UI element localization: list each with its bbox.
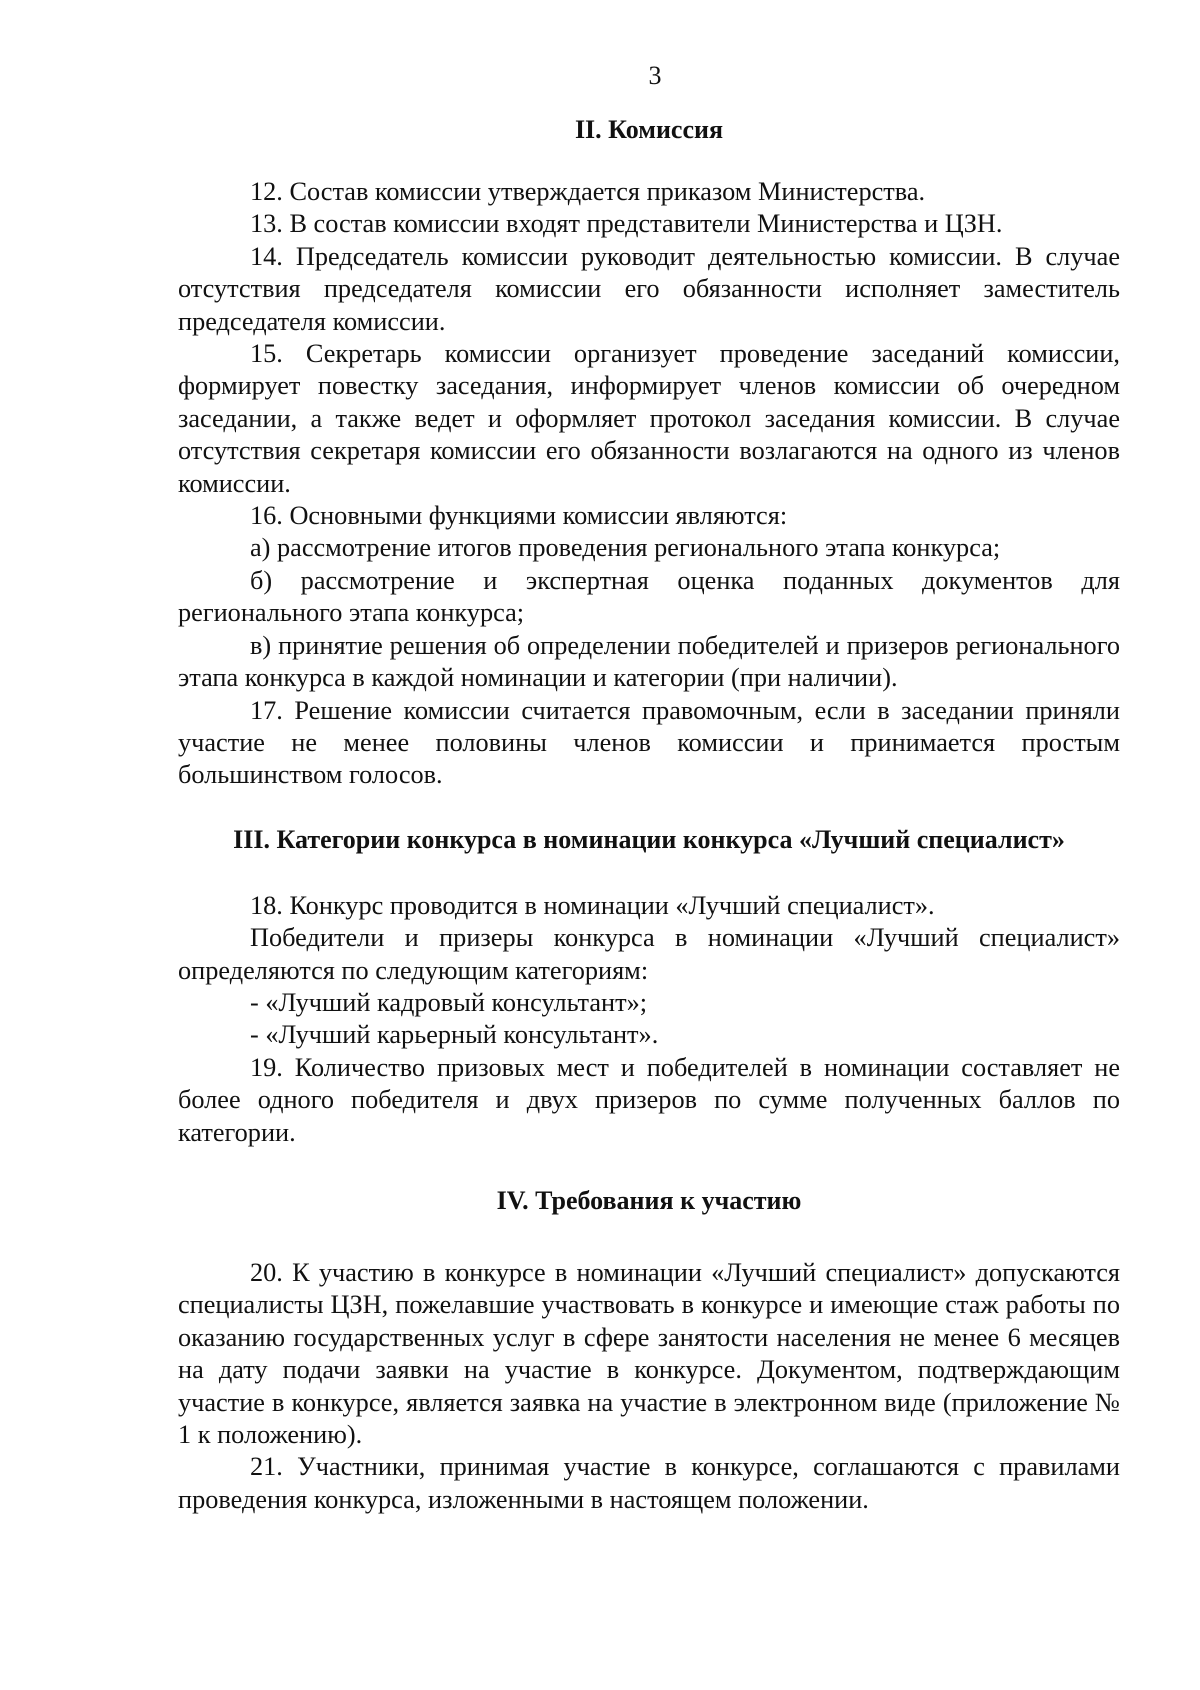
paragraph-15: 15. Секретарь комиссии организует проведение заседаний комиссии, формирует повестку заседания, информирует членов комиссии об очередном заседании, а также ведет и оформляет протокол заседания комиссии. В случае отсутствия секретаря комиссии его обязанности возлагаются на одного из членов комиссии. [178, 339, 1120, 498]
paragraph-winners-categories: Победители и призеры конкурса в номинации «Лучший специалист» определяются по следующим категориям: [178, 923, 1120, 985]
section-heading-requirements: IV. Требования к участию [496, 1185, 802, 1215]
section-heading-commission: II. Комиссия [574, 115, 724, 144]
list-item-hr-consultant: - «Лучший кадровый консультант»; [250, 987, 648, 1017]
page-number: 3 [648, 61, 662, 90]
paragraph-12: 12. Состав комиссии утверждается приказом Министерства. [250, 177, 926, 206]
paragraph-17: 17. Решение комиссии считается правомочным, если в заседании приняли участие не менее половины членов комиссии и принимается простым большинством голосов. [178, 695, 1120, 790]
document-page [178, 60, 1120, 1516]
paragraph-13: 13. В состав комиссии входят представители Министерства и ЦЗН. [250, 209, 1003, 239]
paragraph-16a: а) рассмотрение итогов проведения регионального этапа конкурса; [250, 533, 1001, 563]
paragraph-18: 18. Конкурс проводится в номинации «Лучший специалист». [250, 890, 935, 920]
paragraph-20: 20. К участию в конкурсе в номинации «Лучший специалист» допускаются специалисты ЦЗН, пожелавшие участвовать в конкурсе и имеющие стаж работы по оказанию государственных услуг в сфере занятости населения не менее 6 месяцев на дату подачи заявки на участие в конкурсе. Документом, подтверждающим участие в конкурсе, является заявка на участие в электронном виде (приложение № 1 к положению). [178, 1257, 1120, 1449]
paragraph-14: 14. Председатель комиссии руководит деятельностью комиссии. В случае отсутствия председателя комиссии его обязанности исполняет заместитель председателя комиссии. [178, 241, 1120, 336]
paragraph-16b: б) рассмотрение и экспертная оценка поданных документов для регионального этапа конкурса; [178, 565, 1120, 628]
section-commission [178, 176, 1120, 792]
paragraph-19: 19. Количество призовых мест и победителей в номинации составляет не более одного победителя и двух призеров по сумме полученных баллов по категории. [178, 1052, 1120, 1147]
paragraph-21: 21. Участники, принимая участие в конкурсе, соглашаются с правилами проведения конкурса, изложенными в настоящем положении. [178, 1452, 1120, 1514]
section-heading-categories: III. Категории конкурса в номинации конкурса «Лучший специалист» [233, 824, 1065, 854]
paragraph-16: 16. Основными функциями комиссии являются: [250, 501, 788, 531]
section-categories [178, 890, 1120, 1149]
section-requirements [178, 1257, 1120, 1516]
paragraph-16c: в) принятие решения об определении победителей и призеров регионального этапа конкурса в каждой номинации и категории (при наличии). [178, 630, 1120, 693]
list-item-career-consultant: - «Лучший карьерный консультант». [250, 1020, 659, 1050]
